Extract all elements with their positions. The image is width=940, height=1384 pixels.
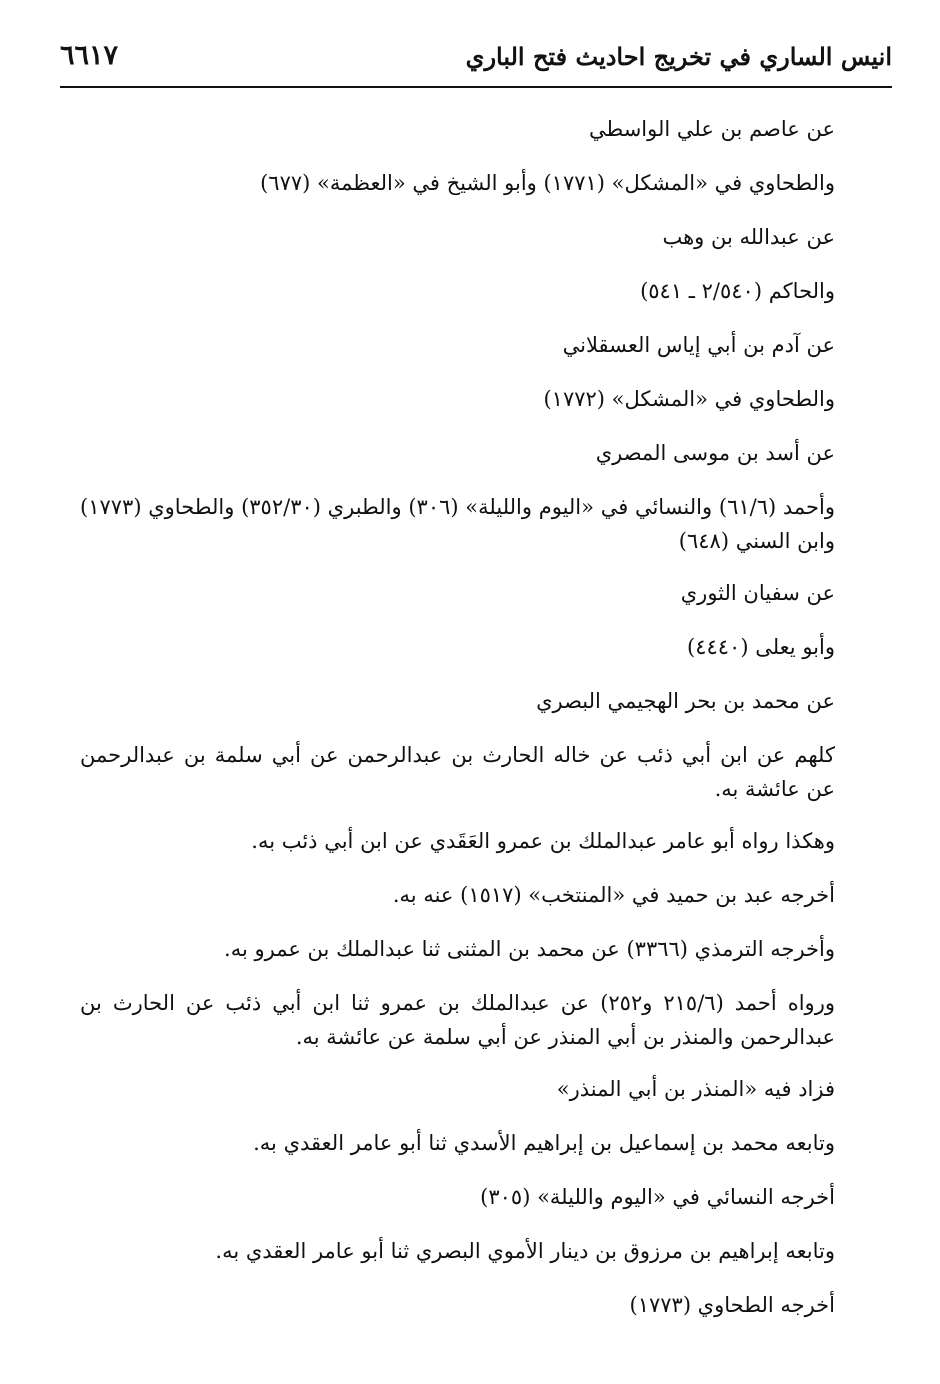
header-rule (60, 86, 892, 88)
paragraph: وأبو يعلى (٤٤٤٠) (687, 635, 835, 659)
page-header (60, 38, 892, 84)
paragraph: عن آدم بن أبي إياس العسقلاني (562, 333, 835, 357)
running-title: انيس الساري في تخريج احاديث فتح الباري (465, 42, 892, 71)
paragraph: عن عبدالله بن وهب (662, 225, 835, 249)
paragraph: عن محمد بن بحر الهجيمي البصري (536, 689, 835, 713)
paragraph: وتابعه محمد بن إسماعيل بن إبراهيم الأسدي ثنا أبو عامر العقدي به. (253, 1131, 835, 1155)
paragraph: فزاد فيه «المنذر بن أبي المنذر» (556, 1077, 835, 1101)
paragraph: وأخرجه الترمذي (٣٣٦٦) عن محمد بن المثنى ثنا عبدالملك بن عمرو به. (224, 937, 835, 961)
paragraph: وهكذا رواه أبو عامر عبدالملك بن عمرو العَقَدي عن ابن أبي ذئب به. (251, 829, 835, 853)
body-text (80, 100, 890, 1322)
page-number: ٦٦١٧ (60, 40, 119, 71)
paragraph: ورواه أحمد (٢١٥/٦ و٢٥٢) عن عبدالملك بن عمرو ثنا ابن أبي ذئب عن الحارث بن عبدالرحمن والمنذر بن أبي المنذر عن أبي سلمة عن عائشة به. (80, 991, 835, 1049)
paragraph: أخرجه الطحاوي (١٧٧٣) (629, 1293, 835, 1317)
paragraph: والطحاوي في «المشكل» (١٧٧١) وأبو الشيخ في «العظمة» (٦٧٧) (260, 171, 835, 195)
paragraph: كلهم عن ابن أبي ذئب عن خاله الحارث بن عبدالرحمن عن أبي سلمة بن عبدالرحمن عن عائشة به. (80, 743, 835, 801)
paragraph: وأحمد (٦١/٦) والنسائي في «اليوم والليلة» (٣٠٦) والطبري (٣٥٢/٣٠) والطحاوي (١٧٧٣) وابن السني (٦٤٨) (80, 495, 836, 553)
paragraph: عن عاصم بن علي الواسطي (588, 117, 835, 141)
paragraph: أخرجه عبد بن حميد في «المنتخب» (١٥١٧) عنه به. (392, 883, 835, 907)
paragraph: والطحاوي في «المشكل» (١٧٧٢) (543, 387, 835, 411)
paragraph: عن سفيان الثوري (680, 581, 835, 605)
paragraph: والحاكم (٢/٥٤٠ ـ ٥٤١) (640, 279, 835, 303)
paragraph: عن أسد بن موسى المصري (595, 441, 835, 465)
paragraph: أخرجه النسائي في «اليوم والليلة» (٣٠٥) (480, 1185, 835, 1209)
paragraph: وتابعه إبراهيم بن مرزوق بن دينار الأموي البصري ثنا أبو عامر العقدي به. (215, 1239, 835, 1263)
